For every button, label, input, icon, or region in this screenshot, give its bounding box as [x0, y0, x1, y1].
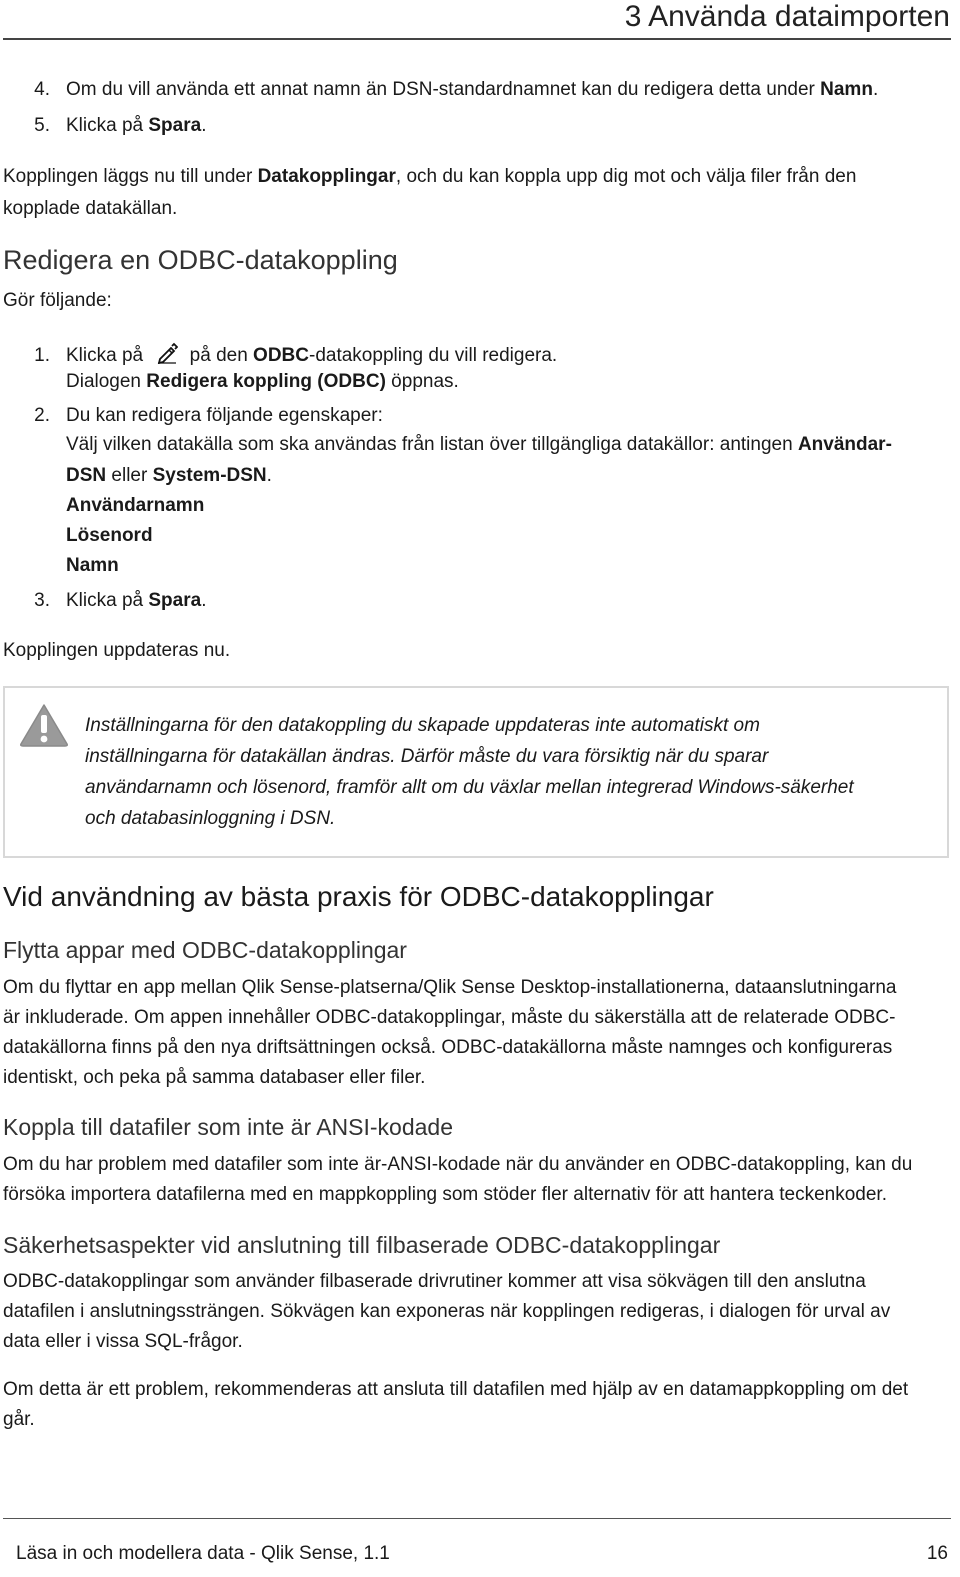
warning-line: och databasinloggning i DSN. [85, 808, 336, 829]
warning-line: Inställningarna för den datakoppling du skapade uppdateras inte automatiskt om [85, 715, 760, 736]
property-bold: System-DSN [152, 465, 267, 486]
paragraph [3, 1267, 953, 1357]
warning-text [85, 710, 945, 834]
step-number: 4. [34, 79, 50, 100]
step-text-end: . [201, 590, 207, 611]
step-bold: Spara [148, 115, 202, 136]
step-text-end: . [872, 79, 879, 100]
step-number: 5. [34, 115, 50, 136]
footer-divider [3, 1518, 951, 1519]
section-heading: Vid användning av bästa praxis för ODBC-datakopplingar [3, 881, 714, 912]
paragraph-line: Om detta är ett problem, rekommenderas att ansluta till datafilen med hjälp av en datamappkoppling om det [3, 1379, 909, 1400]
property-name: Namn [66, 555, 119, 576]
subsection-heading: Flytta appar med ODBC-datakopplingar [3, 937, 407, 963]
property-bold: Användar- [797, 434, 892, 455]
warning-triangle-icon [18, 702, 70, 753]
warning-line: inställningarna för datakällan ändras. Därför måste du vara försiktig när du sparar [85, 746, 769, 767]
property-desc: Välj vilken datakälla som ska användas från listan över tillgängliga datakällor: antingen [66, 434, 798, 455]
paragraph-line: Om du flyttar en app mellan Qlik Sense-platserna/Qlik Sense Desktop-installationerna, dataanslutningarna [3, 977, 897, 998]
section-heading: Redigera en ODBC-datakoppling [3, 245, 398, 275]
footer-title: Läsa in och modellera data - Qlik Sense, 1.1 [16, 1543, 390, 1564]
dialog-text-end: öppnas. [385, 371, 459, 392]
paragraph-line: försöka importera datafilerna med en mappkoppling som stöder fler alternativ för att hantera teckenkoder. [3, 1184, 887, 1205]
section-lead: Gör följande: [3, 290, 112, 311]
step-number: 1. [34, 345, 50, 366]
step-bold: Spara [148, 590, 202, 611]
page-number: 16 [926, 1543, 948, 1564]
intro-text-end: , och du kan koppla upp dig mot och välja filer från den kopplade datakällan. [3, 166, 857, 219]
property-bold: DSN [66, 465, 107, 486]
paragraph-line: Om du har problem med datafiler som inte är-ANSI-kodade när du använder en ODBC-datakoppling, kan du [3, 1154, 913, 1175]
paragraph-line: datakällorna finns på den nya driftsättningen också. ODBC-datakällorna måste namnges och konfigureras [3, 1037, 893, 1058]
warning-line: användarnamn och lösenord, framför allt om du växlar mellan integrerad Windows-säkerhet [85, 777, 854, 798]
paragraph [3, 1375, 953, 1435]
step-number: 2. [34, 405, 50, 426]
intro-text: Kopplingen läggs nu till under [3, 166, 258, 187]
property-username: Användarnamn [66, 495, 205, 516]
step-text: Klicka på [66, 590, 149, 611]
pencil-icon[interactable] [156, 342, 178, 364]
paragraph-line: ODBC-datakopplingar som använder filbaserade drivrutiner kommer att visa sökvägen till den anslutna [3, 1271, 866, 1292]
subsection-heading: Koppla till datafiler som inte är ANSI-kodade [3, 1114, 454, 1140]
paragraph [3, 1150, 953, 1210]
dialog-text: Dialogen [66, 371, 147, 392]
intro-bold: Datakopplingar [257, 166, 396, 187]
step-text-mid: på den [184, 345, 254, 366]
warning-note [3, 686, 949, 858]
header-divider [3, 38, 951, 40]
step-text: Klicka på [66, 115, 149, 136]
dialog-name: Redigera koppling (ODBC) [146, 371, 386, 392]
step-number: 3. [34, 590, 50, 611]
result-text: Kopplingen uppdateras nu. [3, 640, 231, 661]
step-text: Klicka på [66, 345, 149, 366]
step-text-end: -datakoppling du vill redigera. [309, 345, 558, 366]
paragraph-line: går. [3, 1409, 35, 1430]
step-bold: ODBC [253, 345, 309, 366]
step-text-end: . [201, 115, 207, 136]
step-text: Du kan redigera följande egenskaper: [66, 405, 383, 426]
paragraph-line: datafilen i anslutningssträngen. Sökvägen kan exponeras när kopplingen redigeras, i dialogen för urval av [3, 1301, 891, 1322]
subsection-heading: Säkerhetsaspekter vid anslutning till filbaserade ODBC-datakopplingar [3, 1232, 721, 1258]
property-desc-end: . [266, 465, 272, 486]
step-text: Om du vill använda ett annat namn än DSN-standardnamnet kan du redigera detta under [66, 79, 821, 100]
paragraph-line: är inkluderade. Om appen innehåller ODBC-datakopplingar, måste du säkerställa att de relaterade ODBC- [3, 1007, 896, 1028]
paragraph-line: data eller i vissa SQL-frågor. [3, 1331, 243, 1352]
paragraph [3, 973, 953, 1093]
property-desc: eller [106, 465, 153, 486]
intro-paragraph [3, 161, 903, 225]
chapter-title: 3 Använda dataimporten [624, 0, 950, 33]
step-bold: Namn [820, 79, 873, 100]
paragraph-line: identiskt, och peka på samma databaser eller filer. [3, 1067, 426, 1088]
property-password: Lösenord [66, 525, 153, 546]
